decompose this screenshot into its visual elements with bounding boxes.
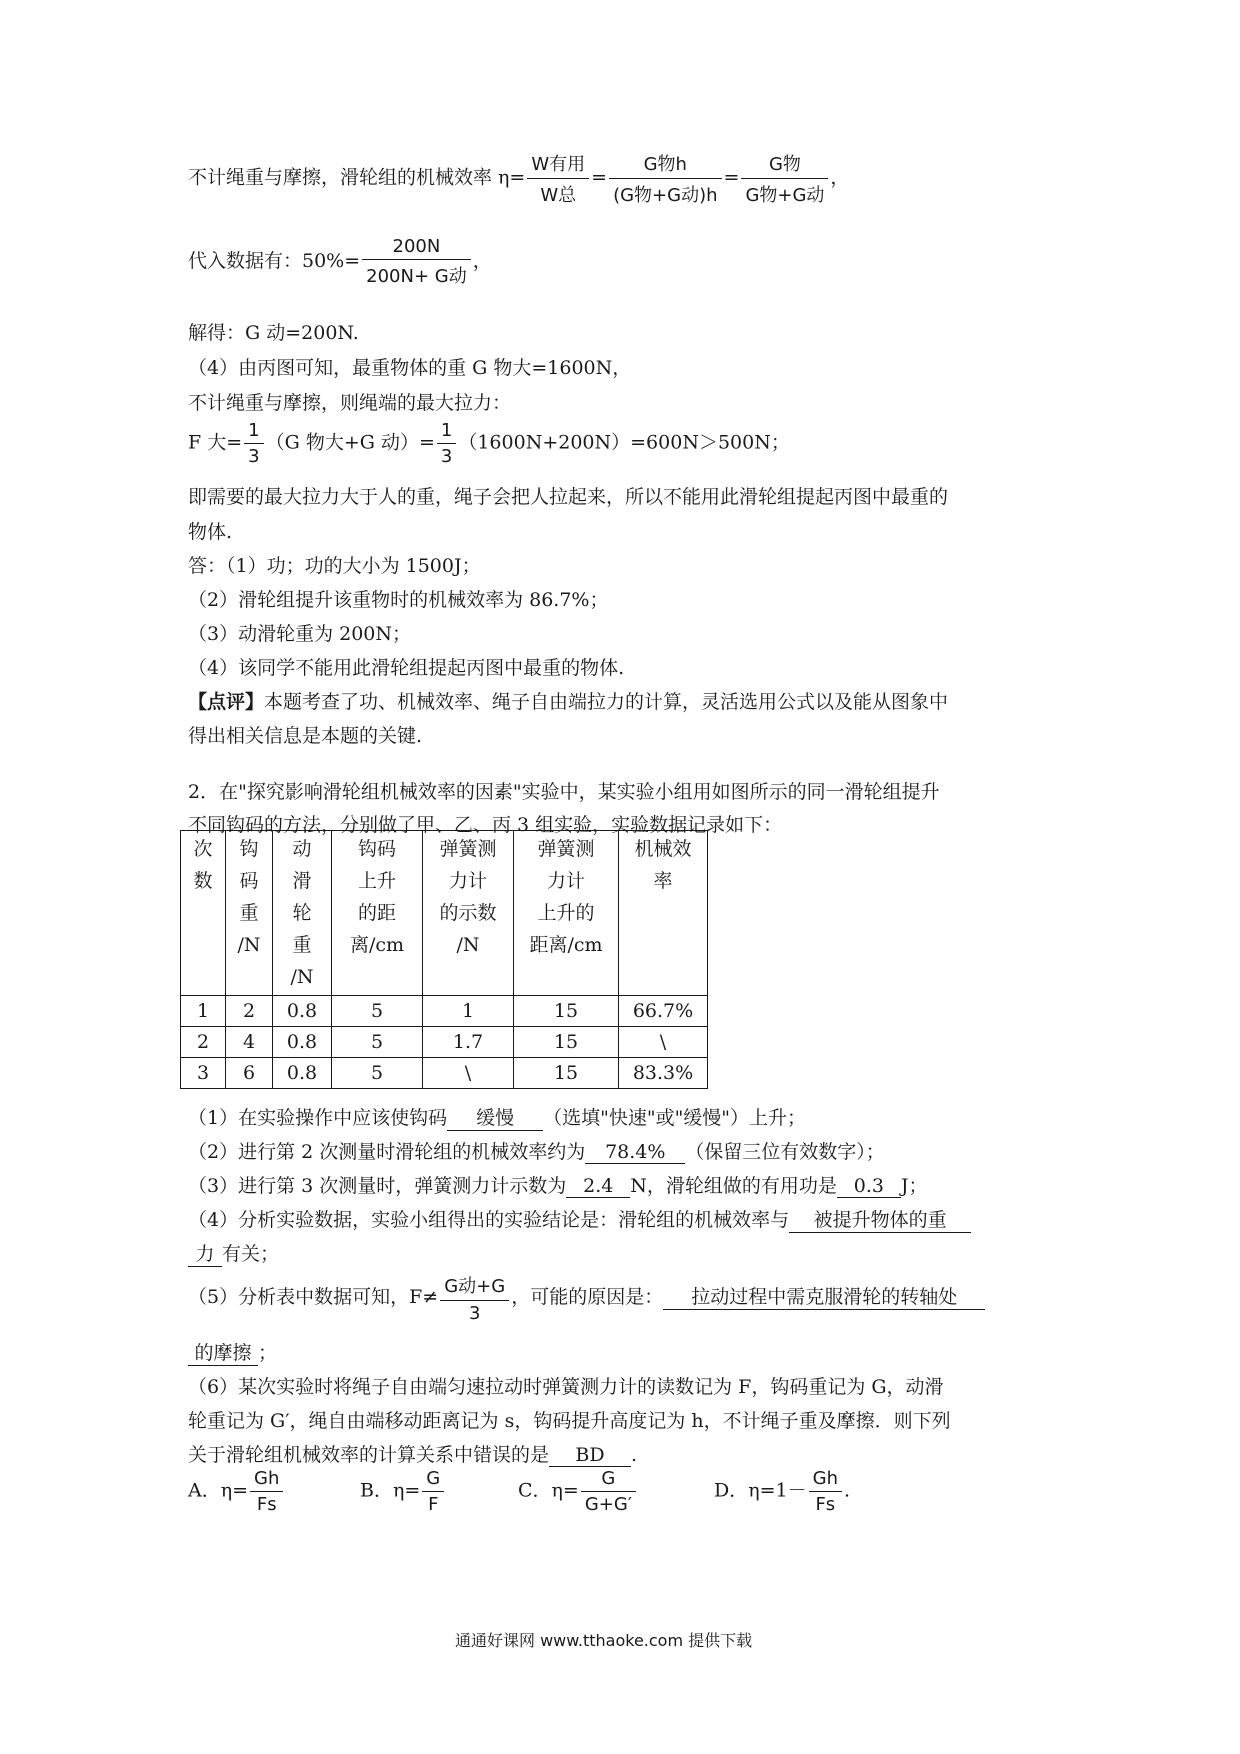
table-cell: 0.8: [273, 996, 332, 1027]
answer-blank: 0.3: [837, 1175, 901, 1198]
header-cell: 弹簧测 力计 上升的 距离/cm: [514, 831, 619, 996]
denominator: 200N+ G动: [366, 266, 467, 287]
answer-blank: 被提升物体的重: [789, 1205, 971, 1233]
table-cell: 83.3%: [619, 1058, 708, 1089]
text-line: 即需要的最大拉力大于人的重，绳子会把人拉起来，所以不能用此滑轮组提起丙图中最重的: [188, 486, 949, 508]
comment-line: [188, 687, 948, 714]
header-cell: 机械效 率: [619, 831, 708, 996]
text-line: 解得：G 动=200N.: [188, 322, 359, 344]
fraction: [244, 420, 263, 467]
denominator: G物+G动: [745, 185, 825, 206]
fraction: [581, 1468, 636, 1515]
text-line: 得出相关信息是本题的关键.: [188, 725, 423, 747]
table-cell: 5: [332, 1027, 423, 1058]
fraction: [440, 1272, 509, 1324]
efficiency-formula-line: [188, 150, 849, 207]
table-row: [181, 996, 708, 1027]
table-cell: 3: [181, 1058, 226, 1089]
table-header-row: [181, 831, 708, 996]
text: ，: [472, 250, 492, 272]
fraction: [809, 1468, 842, 1515]
answer-line: （2）滑轮组提升该重物时的机械效率为 86.7%；: [188, 589, 609, 611]
text: 代入数据有：50%=: [188, 250, 361, 272]
max-force-line: [188, 420, 790, 467]
table-cell: 2: [181, 1027, 226, 1058]
fraction: [741, 150, 828, 207]
numerator: G动+G: [440, 1272, 509, 1301]
answer-blank: 78.4%: [585, 1141, 685, 1164]
table-cell: 5: [332, 1058, 423, 1089]
text: F 大=: [188, 431, 243, 454]
footer-watermark: 通通好课网 www.tthaoke.com 提供下载: [455, 1631, 753, 1650]
answer-blank: 的摩擦: [188, 1338, 258, 1366]
table-cell: \: [619, 1027, 708, 1058]
option-b: B．η= $\frac{G}{F}$: [360, 1468, 446, 1515]
table-cell: 0.8: [273, 1027, 332, 1058]
numerator: 1: [244, 420, 263, 444]
table-cell: 15: [514, 996, 619, 1027]
text-line: （4）由丙图可知，最重物体的重 G 物大=1600N，: [188, 357, 632, 379]
numerator: G物: [741, 150, 828, 179]
denominator: (G物+G动)h: [613, 185, 718, 206]
sub-question-6: （6）某次实验时将绳子自由端匀速拉动时弹簧测力计的读数记为 F，钩码重记为 G，动滑: [188, 1376, 944, 1398]
experiment-table: [180, 830, 708, 1089]
answer-blank: 缓慢: [447, 1103, 543, 1131]
comment-tag: 【点评】: [188, 691, 265, 713]
table-cell: 0.8: [273, 1058, 332, 1089]
header-cell: 弹簧测 力计 的示数 /N: [423, 831, 514, 996]
text: 本题考查了功、机械效率、绳子自由端拉力的计算，灵活选用公式以及能从图象中: [264, 691, 949, 713]
sub-question-3: （3）进行第 3 次测量时，弹簧测力计示数为 2.4 N，滑轮组做的有用功是 0.3 J；: [188, 1175, 928, 1197]
fraction: [609, 150, 721, 207]
answer-blank: 力: [188, 1239, 222, 1267]
sub-question-4: （4）分析实验数据，实验小组得出的实验结论是：滑轮组的机械效率与 被提升物体的重: [188, 1205, 971, 1233]
sub-question-4-cont: 力 有关；: [188, 1239, 279, 1267]
sub-question-6-end: 关于滑轮组机械效率的计算关系中错误的是 BD .: [188, 1444, 638, 1466]
text: （G 物大+G 动）=: [265, 431, 435, 454]
equals: =: [591, 166, 608, 189]
header-cell: 次 数: [181, 831, 226, 996]
fraction: [422, 1468, 444, 1515]
numerator: W有用: [527, 150, 589, 179]
table-cell: 5: [332, 996, 423, 1027]
table-cell: 2: [226, 996, 273, 1027]
answer-line: （3）动滑轮重为 200N；: [188, 623, 412, 645]
numerator: G: [422, 1468, 444, 1492]
answer-blank: BD: [549, 1444, 631, 1467]
header-cell: 钩码 上升 的距 离/cm: [332, 831, 423, 996]
question-2-line: 2．在"探究影响滑轮组机械效率的因素"实验中，某实验小组用如图所示的同一滑轮组提升: [188, 781, 940, 803]
denominator: G+G′: [584, 1494, 632, 1515]
table-cell: \: [423, 1058, 514, 1089]
table-cell: 1.7: [423, 1027, 514, 1058]
answer-blank: 拉动过程中需克服滑轮的转轴处: [663, 1282, 985, 1310]
table-cell: 15: [514, 1058, 619, 1089]
numerator: Gh: [250, 1468, 283, 1492]
header-cell: 钩 码 重 /N: [226, 831, 273, 996]
denominator: Fs: [815, 1494, 836, 1515]
numerator: 200N: [362, 236, 471, 260]
numerator: Gh: [809, 1468, 842, 1492]
answer-line: 答：（1）功；功的大小为 1500J；: [188, 555, 481, 577]
header-cell: 动 滑 轮 重 /N: [273, 831, 332, 996]
table-cell: 4: [226, 1027, 273, 1058]
text-line: 物体.: [188, 521, 233, 543]
text: 不计绳重与摩擦，滑轮组的机械效率 η=: [188, 166, 526, 189]
text-line: 不计绳重与摩擦，则绳端的最大拉力：: [188, 392, 512, 414]
table-cell: 66.7%: [619, 996, 708, 1027]
numerator: 1: [437, 420, 456, 444]
numerator: G: [581, 1468, 636, 1492]
option-a: A．η= $\frac{Gh}{Fs}$: [188, 1468, 285, 1515]
fraction: [362, 236, 471, 288]
fraction: [437, 420, 456, 467]
sub-question-1: （1）在实验操作中应该使钩码 缓慢 （选填"快速"或"缓慢"）上升；: [188, 1103, 806, 1131]
option-c: C．η= $\frac{G}{G+G'}$: [518, 1468, 638, 1515]
table-row: [181, 1027, 708, 1058]
table-row: [181, 1058, 708, 1089]
sub-question-2: （2）进行第 2 次测量时滑轮组的机械效率约为 78.4% （保留三位有效数字）；: [188, 1141, 885, 1163]
denominator: F: [428, 1494, 439, 1515]
denominator: Fs: [256, 1494, 277, 1515]
table-cell: 6: [226, 1058, 273, 1089]
denominator: 3: [248, 446, 260, 467]
table-cell: 15: [514, 1027, 619, 1058]
text: ，: [830, 166, 850, 189]
substitution-line: [188, 236, 492, 288]
denominator: W总: [540, 185, 577, 206]
numerator: G物h: [609, 150, 721, 179]
sub-question-5: （5）分析表中数据可知，F≠ $\frac{\text{G动+G}}{3}$ ，可能的原因是： 拉动过程中需克服滑轮的转轴处: [188, 1272, 985, 1324]
table-cell: 1: [181, 996, 226, 1027]
answer-line: （4）该同学不能用此滑轮组提起丙图中最重的物体.: [188, 657, 625, 679]
denominator: 3: [468, 1303, 481, 1324]
equals: =: [723, 166, 740, 189]
table-cell: 1: [423, 996, 514, 1027]
fraction: [527, 150, 589, 207]
question-2-line: 不同钩码的方法，分别做了甲、乙、丙 3 组实验，实验数据记录如下：: [188, 814, 783, 836]
sub-question-5-cont: 的摩擦 ；: [188, 1338, 277, 1366]
fraction: [250, 1468, 283, 1515]
option-d: D．η=1－ $\frac{Gh}{Fs}$ .: [714, 1468, 851, 1515]
sub-question-6: 轮重记为 G′，绳自由端移动距离记为 s，钩码提升高度记为 h，不计绳子重及摩擦．则下列: [188, 1410, 951, 1432]
answer-blank: 2.4: [566, 1175, 630, 1198]
text: （1600N+200N）=600N＞500N；: [458, 431, 790, 454]
denominator: 3: [440, 446, 453, 467]
